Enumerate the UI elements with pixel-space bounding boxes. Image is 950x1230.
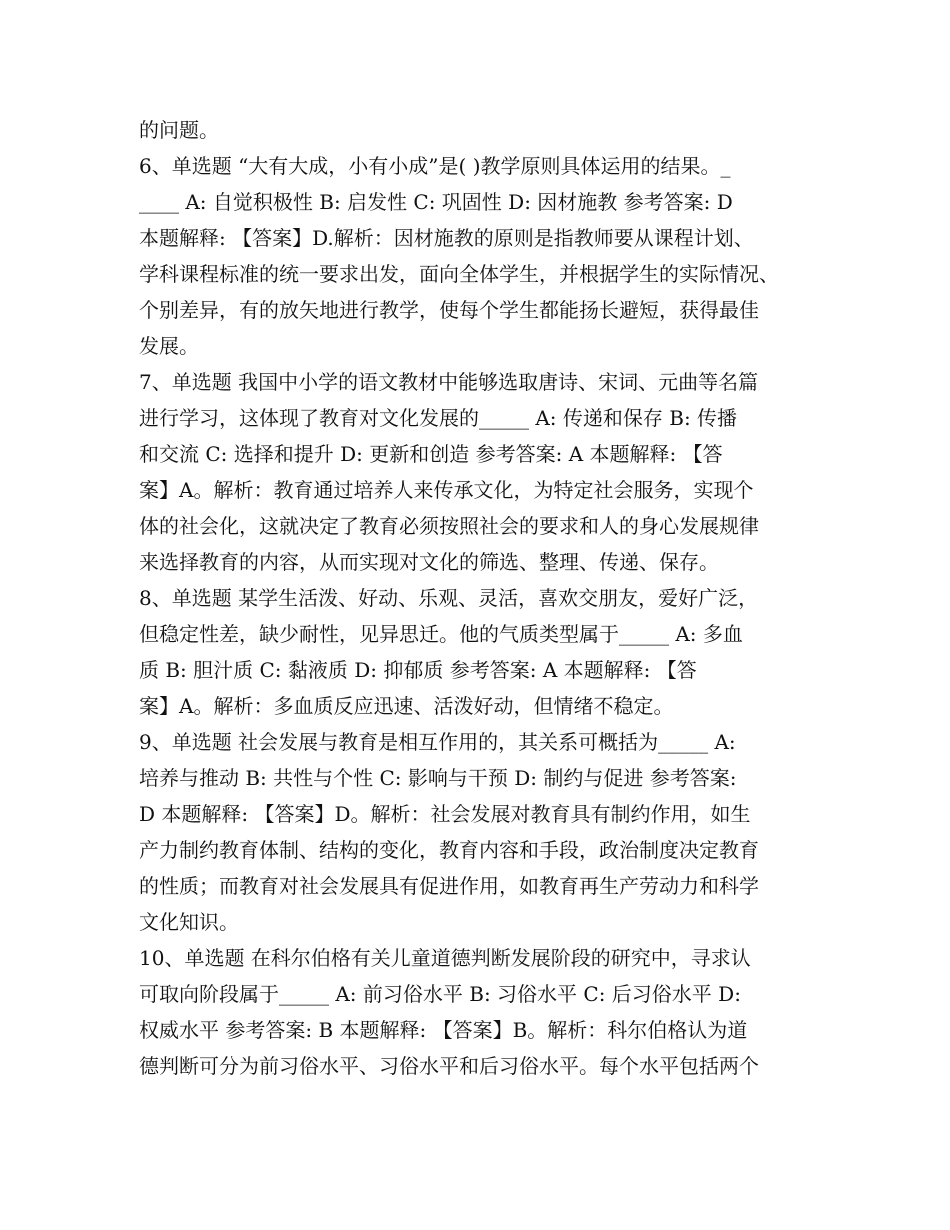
text-line: 案】A。解析：多血质反应迅速、活泼好动，但情绪不稳定。 — [139, 694, 674, 718]
text-line: 8、单选题 某学生活泼、好动、乐观、灵活，喜欢交朋友，爱好广泛， — [139, 586, 759, 610]
text-line: 的性质；而教育对社会发展具有促进作用，如教育再生产劳动力和科学 — [139, 874, 759, 898]
text-line: 权威水平 参考答案: B 本题解释: 【答案】B。解析：科尔伯格认为道 — [139, 1018, 748, 1042]
text-line: 来选择教育的内容，从而实现对文化的筛选、整理、传递、保存。 — [139, 550, 719, 574]
text-line: 个别差异，有的放矢地进行教学，使每个学生都能扬长避短，获得最佳 — [139, 298, 759, 322]
text-line: 案】A。解析：教育通过培养人来传承文化，为特定社会服务，实现个 — [139, 478, 754, 502]
text-line: 发展。 — [139, 334, 199, 358]
text-line: 本题解释: 【答案】D.解析：因材施教的原则是指教师要从课程计划、 — [139, 226, 754, 250]
text-line: 9、单选题 社会发展与教育是相互作用的，其关系可概括为_____ A: — [139, 730, 736, 754]
document-body — [139, 112, 839, 1084]
text-line: 学科课程标准的统一要求出发，面向全体学生，并根据学生的实际情况、 — [139, 262, 779, 286]
text-line: 6、单选题 “大有大成，小有小成”是( )教学原则具体运用的结果。_ — [139, 154, 731, 178]
text-line: 和交流 C: 选择和提升 D: 更新和创造 参考答案: A 本题解释: 【答 — [139, 442, 723, 466]
text-line: 体的社会化，这就决定了教育必须按照社会的要求和人的身心发展规律 — [139, 514, 759, 538]
text-line: 但稳定性差，缺少耐性，见异思迁。他的气质类型属于_____ A: 多血 — [139, 622, 743, 646]
text-line: 质 B: 胆汁质 C: 黏液质 D: 抑郁质 参考答案: A 本题解释: 【答 — [139, 658, 697, 682]
text-line: 培养与推动 B: 共性与个性 C: 影响与干预 D: 制约与促进 参考答案: — [139, 766, 737, 790]
text-line: 德判断可分为前习俗水平、习俗水平和后习俗水平。每个水平包括两个 — [139, 1054, 759, 1078]
text-line: ____ A: 自觉积极性 B: 启发性 C: 巩固性 D: 因材施教 参考答案: D — [139, 190, 733, 214]
text-line: 可取向阶段属于_____ A: 前习俗水平 B: 习俗水平 C: 后习俗水平 D: — [139, 982, 741, 1006]
text-line: 7、单选题 我国中小学的语文教材中能够选取唐诗、宋词、元曲等名篇 — [139, 370, 759, 394]
text-line: D 本题解释: 【答案】D。解析：社会发展对教育具有制约作用，如生 — [139, 802, 751, 826]
text-line: 文化知识。 — [139, 910, 239, 934]
text-line: 的问题。 — [139, 118, 219, 142]
text-line: 10、单选题 在科尔伯格有关儿童道德判断发展阶段的研究中，寻求认 — [139, 946, 751, 970]
text-line: 进行学习，这体现了教育对文化发展的_____ A: 传递和保存 B: 传播 — [139, 406, 738, 430]
text-line: 产力制约教育体制、结构的变化，教育内容和手段，政治制度决定教育 — [139, 838, 759, 862]
